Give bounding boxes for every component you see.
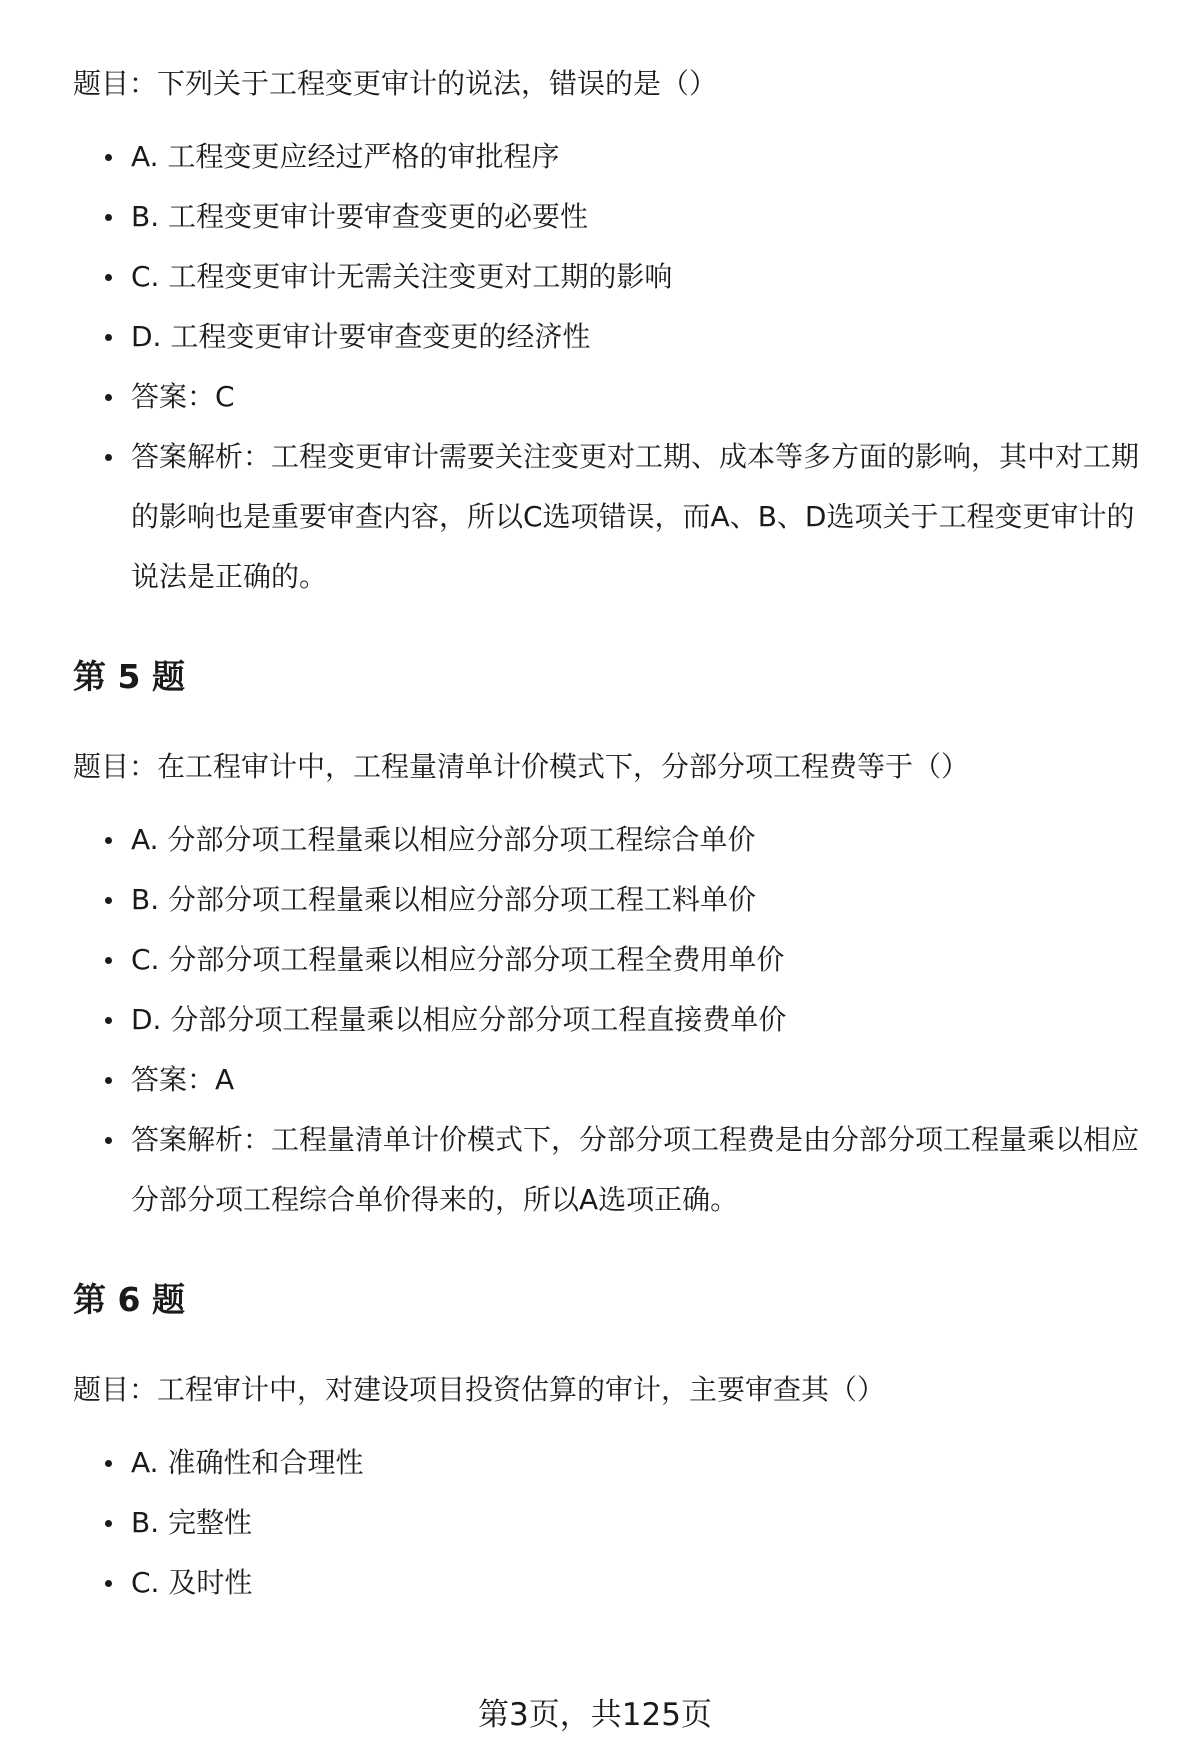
option-item [73, 990, 1158, 1050]
bullet-icon [105, 1520, 112, 1527]
bullet-icon [105, 1137, 112, 1144]
answer-text: 答案：A [131, 1063, 235, 1096]
bullet-icon [105, 154, 112, 161]
question-stem: 题目：下列关于工程变更审计的说法，错误的是（） [73, 67, 718, 100]
option-text: D. 工程变更审计要审查变更的经济性 [131, 320, 591, 353]
analysis-text: 答案解析：工程变更审计需要关注变更对工期、成本等多方面的影响，其中对工期的影响也是重要审查内容，所以C选项错误，而A、B、D选项关于工程变更审计的说法是正确的。 [131, 440, 1140, 593]
option-list [73, 127, 1158, 607]
page-number: 第3页，共125页 [478, 1697, 712, 1733]
question-4 [73, 54, 1158, 607]
bullet-icon [105, 214, 112, 221]
bullet-icon [105, 394, 112, 401]
option-text: B. 工程变更审计要审查变更的必要性 [131, 200, 589, 233]
answer-text: 答案：C [131, 380, 235, 413]
question-stem: 题目：在工程审计中，工程量清单计价模式下，分部分项工程费等于（） [73, 750, 970, 783]
option-item [73, 1553, 1158, 1613]
option-text: B. 完整性 [131, 1506, 253, 1539]
answer-item [73, 367, 1158, 427]
question-5 [73, 647, 1158, 1230]
bullet-icon [105, 1077, 112, 1084]
question-stem: 题目：工程审计中，对建设项目投资估算的审计，主要审查其（） [73, 1373, 886, 1406]
bullet-icon [105, 957, 112, 964]
option-text: A. 分部分项工程量乘以相应分部分项工程综合单价 [131, 823, 756, 856]
option-text: C. 分部分项工程量乘以相应分部分项工程全费用单价 [131, 943, 785, 976]
page-content [73, 54, 1158, 1613]
question-6 [73, 1270, 1158, 1613]
option-list [73, 1433, 1158, 1613]
answer-item [73, 1050, 1158, 1110]
bullet-icon [105, 274, 112, 281]
option-item [73, 930, 1158, 990]
option-item [73, 1493, 1158, 1553]
bullet-icon [105, 897, 112, 904]
option-text: C. 工程变更审计无需关注变更对工期的影响 [131, 260, 673, 293]
option-text: C. 及时性 [131, 1566, 253, 1599]
bullet-icon [105, 334, 112, 341]
option-text: B. 分部分项工程量乘以相应分部分项工程工料单价 [131, 883, 757, 916]
option-item [73, 810, 1158, 870]
option-text: A. 工程变更应经过严格的审批程序 [131, 140, 560, 173]
option-item [73, 127, 1158, 187]
question-title: 第 6 题 [73, 1280, 185, 1319]
option-item [73, 1433, 1158, 1493]
analysis-item [73, 1110, 1158, 1230]
bullet-icon [105, 454, 112, 461]
option-item [73, 307, 1158, 367]
option-text: A. 准确性和合理性 [131, 1446, 364, 1479]
bullet-icon [105, 1460, 112, 1467]
bullet-icon [105, 1017, 112, 1024]
option-item [73, 870, 1158, 930]
bullet-icon [105, 1580, 112, 1587]
option-text: D. 分部分项工程量乘以相应分部分项工程直接费单价 [131, 1003, 787, 1036]
analysis-text: 答案解析：工程量清单计价模式下，分部分项工程费是由分部分项工程量乘以相应分部分项工程综合单价得来的，所以A选项正确。 [131, 1123, 1140, 1216]
option-item [73, 247, 1158, 307]
question-title: 第 5 题 [73, 657, 185, 696]
option-item [73, 187, 1158, 247]
option-list [73, 810, 1158, 1230]
analysis-item [73, 427, 1158, 607]
bullet-icon [105, 837, 112, 844]
